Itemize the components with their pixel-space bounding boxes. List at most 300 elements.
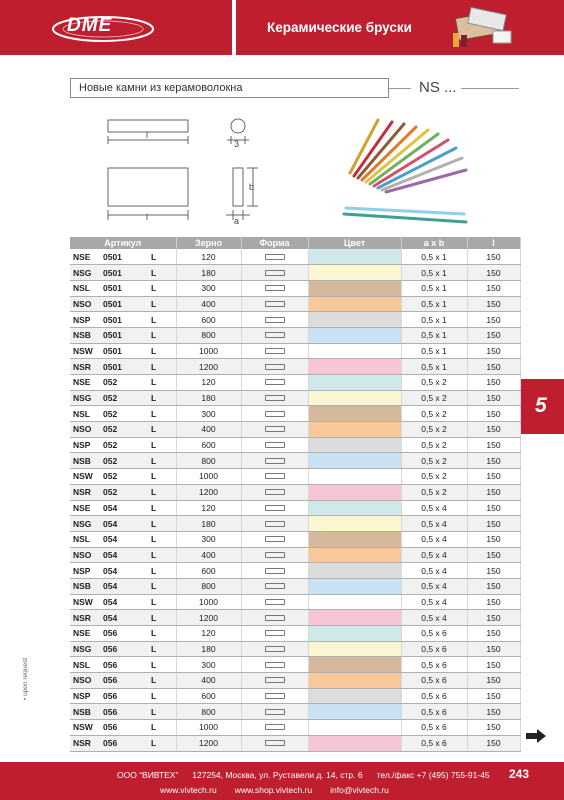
ceramic-sticks-image — [340, 118, 470, 228]
shape-rect-icon — [265, 348, 285, 354]
shape-rect-icon — [265, 411, 285, 417]
cell-shape — [241, 610, 308, 626]
cell-length: 150 — [467, 641, 520, 657]
cell-grain: 1200 — [176, 359, 241, 375]
shape-rect-icon — [265, 285, 285, 291]
cell-shape — [241, 704, 308, 720]
article-number: 054 — [103, 549, 118, 560]
cell-color-swatch — [308, 484, 401, 500]
article-suffix: L — [151, 706, 157, 717]
cell-size: 0,5 x 4 — [401, 547, 467, 563]
cell-shape — [241, 280, 308, 296]
cell-size: 0,5 x 1 — [401, 296, 467, 312]
cell-size: 0,5 x 6 — [401, 657, 467, 673]
cell-article — [70, 249, 176, 265]
article-suffix: L — [151, 644, 157, 655]
cell-color-swatch — [308, 296, 401, 312]
cell-size: 0,5 x 2 — [401, 453, 467, 469]
cell-color-swatch — [308, 312, 401, 328]
article-suffix: L — [151, 612, 157, 623]
table-row — [70, 626, 520, 642]
cell-grain: 300 — [176, 406, 241, 422]
article-number: 052 — [103, 455, 118, 466]
table-row — [70, 437, 520, 453]
cell-color-swatch — [308, 249, 401, 265]
article-suffix: L — [151, 581, 157, 592]
divider — [389, 88, 411, 89]
table-row — [70, 720, 520, 736]
article-number: 0501 — [103, 283, 122, 294]
cell-length: 150 — [467, 657, 520, 673]
cell-shape — [241, 469, 308, 485]
cell-shape — [241, 563, 308, 579]
article-code: NSE — [73, 502, 91, 513]
article-code: NSL — [73, 659, 90, 670]
cell-length: 150 — [467, 516, 520, 532]
article-code: NSW — [73, 722, 93, 733]
footer-company: ООО “ВИВТЕХ” — [117, 770, 179, 780]
cell-grain: 180 — [176, 390, 241, 406]
cell-grain: 1200 — [176, 735, 241, 751]
cell-article — [70, 484, 176, 500]
cell-shape — [241, 500, 308, 516]
article-suffix: L — [151, 424, 157, 435]
label-a: a — [234, 216, 240, 226]
article-suffix: L — [151, 675, 157, 686]
cell-color-swatch — [308, 720, 401, 736]
cell-length: 150 — [467, 296, 520, 312]
table-row — [70, 327, 520, 343]
cell-color-swatch — [308, 437, 401, 453]
article-suffix: L — [151, 345, 157, 356]
article-suffix: L — [151, 455, 157, 466]
section-subtitle-box — [70, 78, 389, 98]
shape-rect-icon — [265, 505, 285, 511]
cell-length: 150 — [467, 406, 520, 422]
cell-grain: 120 — [176, 249, 241, 265]
cell-shape — [241, 422, 308, 438]
cell-length: 150 — [467, 735, 520, 751]
cell-article — [70, 673, 176, 689]
cell-shape — [241, 641, 308, 657]
cell-shape — [241, 657, 308, 673]
article-suffix: L — [151, 377, 157, 388]
cell-article — [70, 578, 176, 594]
cell-size: 0,5 x 2 — [401, 375, 467, 391]
cell-length: 150 — [467, 704, 520, 720]
cell-article — [70, 327, 176, 343]
article-suffix: L — [151, 408, 157, 419]
cell-length: 150 — [467, 437, 520, 453]
cell-shape — [241, 626, 308, 642]
cell-color-swatch — [308, 359, 401, 375]
cell-length: 150 — [467, 390, 520, 406]
cell-shape — [241, 578, 308, 594]
cell-grain: 1200 — [176, 484, 241, 500]
article-number: 0501 — [103, 298, 122, 309]
cell-size: 0,5 x 1 — [401, 265, 467, 281]
cell-article — [70, 688, 176, 704]
next-page-arrow-icon[interactable] — [525, 729, 547, 743]
cell-size: 0,5 x 2 — [401, 422, 467, 438]
article-number: 052 — [103, 440, 118, 451]
cell-shape — [241, 453, 308, 469]
cell-color-swatch — [308, 265, 401, 281]
article-number: 0501 — [103, 314, 122, 325]
cell-article — [70, 657, 176, 673]
cell-size: 0,5 x 1 — [401, 249, 467, 265]
table-row — [70, 375, 520, 391]
footer-shop-link[interactable]: www.shop.vivtech.ru — [234, 785, 313, 795]
article-number: 052 — [103, 487, 118, 498]
cell-size: 0,5 x 6 — [401, 673, 467, 689]
cell-grain: 400 — [176, 673, 241, 689]
shape-rect-icon — [265, 458, 285, 464]
article-suffix: L — [151, 251, 157, 262]
cell-color-swatch — [308, 500, 401, 516]
table-row — [70, 657, 520, 673]
shape-rect-icon — [265, 615, 285, 621]
cell-article — [70, 406, 176, 422]
cell-length: 150 — [467, 673, 520, 689]
technical-drawing — [100, 110, 280, 230]
cell-article — [70, 296, 176, 312]
cell-shape — [241, 265, 308, 281]
cell-article — [70, 735, 176, 751]
shape-rect-icon — [265, 270, 285, 276]
cell-grain: 300 — [176, 657, 241, 673]
cell-article — [70, 641, 176, 657]
article-suffix: L — [151, 691, 157, 702]
cell-article — [70, 469, 176, 485]
shape-rect-icon — [265, 662, 285, 668]
cell-size: 0,5 x 1 — [401, 280, 467, 296]
cell-length: 150 — [467, 500, 520, 516]
col-header-article: Артикул — [70, 237, 176, 249]
cell-article — [70, 422, 176, 438]
cell-article — [70, 343, 176, 359]
page-number: 243 — [509, 767, 530, 781]
shape-rect-icon — [265, 646, 285, 652]
cell-article — [70, 359, 176, 375]
logo-text: DME — [67, 15, 113, 36]
cell-length: 150 — [467, 610, 520, 626]
cell-size: 0,5 x 6 — [401, 641, 467, 657]
cell-length: 150 — [467, 563, 520, 579]
article-suffix: L — [151, 738, 157, 749]
article-code: NSW — [73, 596, 93, 607]
cell-length: 150 — [467, 484, 520, 500]
cell-grain: 120 — [176, 375, 241, 391]
article-number: 054 — [103, 534, 118, 545]
shape-rect-icon — [265, 599, 285, 605]
shape-rect-icon — [265, 583, 285, 589]
cell-size: 0,5 x 2 — [401, 469, 467, 485]
cell-article — [70, 594, 176, 610]
cell-size: 0,5 x 4 — [401, 594, 467, 610]
cell-color-swatch — [308, 657, 401, 673]
cell-color-swatch — [308, 563, 401, 579]
cell-article — [70, 280, 176, 296]
cell-color-swatch — [308, 375, 401, 391]
header-logo-panel — [0, 0, 232, 55]
cell-shape — [241, 594, 308, 610]
article-number: 054 — [103, 518, 118, 529]
cell-size: 0,5 x 6 — [401, 735, 467, 751]
article-code: NSL — [73, 534, 90, 545]
cell-shape — [241, 296, 308, 312]
cell-length: 150 — [467, 265, 520, 281]
shape-rect-icon — [265, 677, 285, 683]
cell-shape — [241, 688, 308, 704]
cell-size: 0,5 x 1 — [401, 312, 467, 328]
cell-grain: 400 — [176, 296, 241, 312]
table-row — [70, 673, 520, 689]
cell-grain: 180 — [176, 516, 241, 532]
article-code: NSO — [73, 298, 92, 309]
article-number: 0501 — [103, 345, 122, 356]
article-code: NSE — [73, 377, 91, 388]
cell-color-swatch — [308, 673, 401, 689]
cell-length: 150 — [467, 359, 520, 375]
article-code: NSE — [73, 628, 91, 639]
cell-color-swatch — [308, 390, 401, 406]
col-header-grain: Зерно — [176, 237, 241, 249]
footer-email-link[interactable]: info@vivtech.ru — [330, 785, 389, 795]
cell-size: 0,5 x 1 — [401, 343, 467, 359]
cell-grain: 600 — [176, 437, 241, 453]
shape-rect-icon — [265, 442, 285, 448]
cell-shape — [241, 735, 308, 751]
shape-rect-icon — [265, 552, 285, 558]
table-row — [70, 265, 520, 281]
table-row — [70, 484, 520, 500]
product-table — [70, 237, 520, 752]
cell-length: 150 — [467, 469, 520, 485]
cell-length: 150 — [467, 626, 520, 642]
table-row — [70, 280, 520, 296]
cell-size: 0,5 x 2 — [401, 406, 467, 422]
article-number: 054 — [103, 596, 118, 607]
footer-address: 127254, Москва, ул. Руставели д. 14, стр. 6 — [192, 770, 363, 780]
shape-rect-icon — [265, 489, 285, 495]
cell-grain: 600 — [176, 312, 241, 328]
cell-size: 0,5 x 6 — [401, 626, 467, 642]
article-suffix: L — [151, 440, 157, 451]
header-title-panel — [236, 0, 564, 55]
cell-color-swatch — [308, 704, 401, 720]
article-code: NSB — [73, 330, 91, 341]
article-code: NSB — [73, 455, 91, 466]
cell-article — [70, 500, 176, 516]
cell-grain: 1200 — [176, 610, 241, 626]
article-suffix: L — [151, 487, 157, 498]
shape-rect-icon — [265, 724, 285, 730]
article-suffix: L — [151, 659, 157, 670]
cell-color-swatch — [308, 641, 401, 657]
article-suffix: L — [151, 361, 157, 372]
article-code: NSR — [73, 487, 91, 498]
article-code: NSR — [73, 612, 91, 623]
cell-article — [70, 720, 176, 736]
article-code: NSG — [73, 267, 92, 278]
shape-rect-icon — [265, 317, 285, 323]
table-row — [70, 531, 520, 547]
cell-article — [70, 531, 176, 547]
cell-color-swatch — [308, 422, 401, 438]
side-note: • upon request — [22, 657, 29, 700]
table-row — [70, 704, 520, 720]
cell-grain: 120 — [176, 626, 241, 642]
cell-length: 150 — [467, 688, 520, 704]
footer-line-1 — [117, 770, 490, 780]
cell-color-swatch — [308, 280, 401, 296]
article-number: 052 — [103, 471, 118, 482]
cell-color-swatch — [308, 578, 401, 594]
article-code: NSE — [73, 251, 91, 262]
product-photo-icon — [449, 5, 519, 49]
article-number: 056 — [103, 691, 118, 702]
table-row — [70, 406, 520, 422]
article-number: 052 — [103, 408, 118, 419]
cell-color-swatch — [308, 343, 401, 359]
shape-rect-icon — [265, 740, 285, 746]
col-header-length: l — [467, 237, 520, 249]
article-suffix: L — [151, 596, 157, 607]
table-row — [70, 641, 520, 657]
cell-color-swatch — [308, 626, 401, 642]
cell-size: 0,5 x 4 — [401, 578, 467, 594]
cell-grain: 120 — [176, 500, 241, 516]
table-row — [70, 296, 520, 312]
article-suffix: L — [151, 314, 157, 325]
cell-length: 150 — [467, 453, 520, 469]
cell-article — [70, 626, 176, 642]
cell-size: 0,5 x 4 — [401, 610, 467, 626]
cell-shape — [241, 249, 308, 265]
cell-grain: 1000 — [176, 343, 241, 359]
label-l-bottom: l — [146, 212, 148, 222]
table-row — [70, 594, 520, 610]
article-code: NSG — [73, 644, 92, 655]
footer-line-2 — [160, 785, 389, 795]
article-code: NSW — [73, 345, 93, 356]
table-row — [70, 516, 520, 532]
cell-shape — [241, 516, 308, 532]
cell-color-swatch — [308, 453, 401, 469]
article-suffix: L — [151, 722, 157, 733]
article-number: 052 — [103, 424, 118, 435]
shape-rect-icon — [265, 426, 285, 432]
article-number: 056 — [103, 675, 118, 686]
shape-rect-icon — [265, 709, 285, 715]
cell-article — [70, 610, 176, 626]
table-row — [70, 390, 520, 406]
cell-size: 0,5 x 2 — [401, 437, 467, 453]
article-code: NSO — [73, 549, 92, 560]
article-code: NSP — [73, 440, 91, 451]
shape-rect-icon — [265, 254, 285, 260]
cell-grain: 600 — [176, 563, 241, 579]
cell-grain: 300 — [176, 531, 241, 547]
article-number: 052 — [103, 393, 118, 404]
cell-size: 0,5 x 6 — [401, 720, 467, 736]
divider — [461, 88, 519, 89]
article-suffix: L — [151, 471, 157, 482]
footer-site-link[interactable]: www.vivtech.ru — [160, 785, 217, 795]
cell-size: 0,5 x 4 — [401, 516, 467, 532]
article-number: 0501 — [103, 267, 122, 278]
article-number: 056 — [103, 659, 118, 670]
series-label: NS ... — [419, 79, 457, 96]
article-suffix: L — [151, 283, 157, 294]
cell-shape — [241, 327, 308, 343]
cell-shape — [241, 437, 308, 453]
article-code: NSP — [73, 565, 91, 576]
article-number: 056 — [103, 628, 118, 639]
table-row — [70, 610, 520, 626]
table-header-row — [70, 237, 520, 249]
cell-length: 150 — [467, 422, 520, 438]
label-3: 3 — [234, 139, 240, 149]
article-suffix: L — [151, 393, 157, 404]
col-header-color: Цвет — [308, 237, 401, 249]
label-l-top: l — [146, 130, 148, 140]
shape-rect-icon — [265, 473, 285, 479]
table-row — [70, 359, 520, 375]
article-number: 054 — [103, 565, 118, 576]
cell-grain: 1000 — [176, 469, 241, 485]
article-code: NSW — [73, 471, 93, 482]
cell-shape — [241, 673, 308, 689]
article-number: 054 — [103, 581, 118, 592]
cell-size: 0,5 x 4 — [401, 563, 467, 579]
article-code: NSG — [73, 518, 92, 529]
cell-shape — [241, 720, 308, 736]
article-number: 056 — [103, 738, 118, 749]
cell-length: 150 — [467, 375, 520, 391]
shape-rect-icon — [265, 693, 285, 699]
cell-color-swatch — [308, 547, 401, 563]
article-code: NSG — [73, 393, 92, 404]
article-number: 056 — [103, 706, 118, 717]
shape-rect-icon — [265, 536, 285, 542]
cell-length: 150 — [467, 327, 520, 343]
chapter-number: 5 — [535, 394, 547, 417]
cell-size: 0,5 x 4 — [401, 500, 467, 516]
cell-shape — [241, 406, 308, 422]
article-number: 0501 — [103, 361, 122, 372]
cell-length: 150 — [467, 343, 520, 359]
cell-color-swatch — [308, 516, 401, 532]
table-row — [70, 422, 520, 438]
article-code: NSO — [73, 424, 92, 435]
cell-shape — [241, 343, 308, 359]
cell-grain: 800 — [176, 327, 241, 343]
cell-grain: 180 — [176, 265, 241, 281]
article-number: 0501 — [103, 330, 122, 341]
table-row — [70, 688, 520, 704]
article-number: 0501 — [103, 251, 122, 262]
cell-size: 0,5 x 1 — [401, 327, 467, 343]
article-code: NSB — [73, 706, 91, 717]
cell-shape — [241, 359, 308, 375]
cell-size: 0,5 x 2 — [401, 484, 467, 500]
shape-rect-icon — [265, 630, 285, 636]
cell-grain: 800 — [176, 578, 241, 594]
cell-article — [70, 312, 176, 328]
cell-shape — [241, 484, 308, 500]
